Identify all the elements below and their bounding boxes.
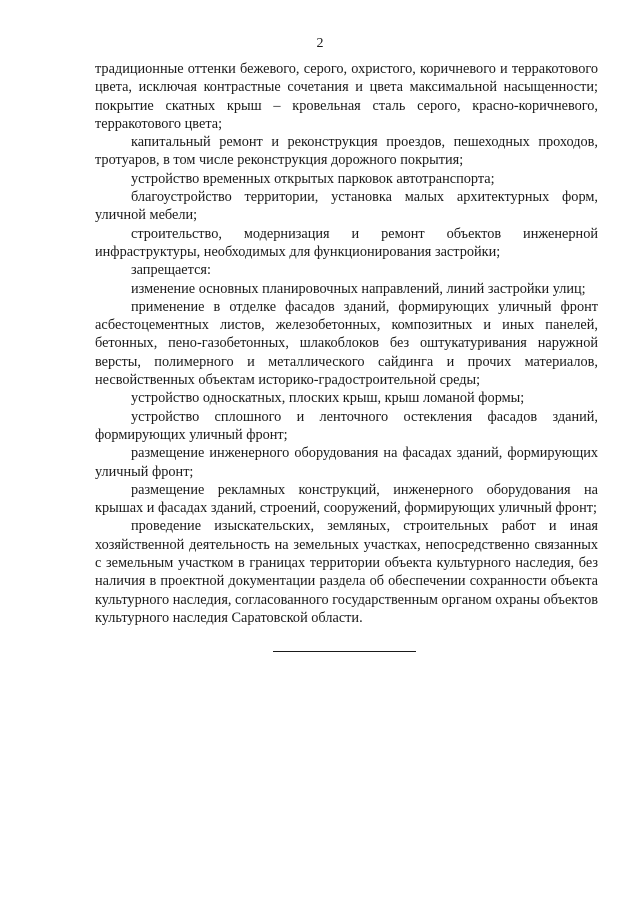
- paragraph-facade-materials: применение в отделке фасадов зданий, формирующих уличный фронт асбестоцементных листов, железобетонных, композитных и иных панелей, бетонных, пено-газобетонных, шлакоблоков без оштукатуривания наружной версты, полимерного и металлического сайдинга и прочих материалов, несвойственных объектам историко-градостроительной среды;: [95, 298, 598, 389]
- paragraph-street-lines: изменение основных планировочных направлений, линий застройки улиц;: [131, 280, 586, 297]
- end-divider-line: [273, 651, 416, 652]
- document-body: [95, 60, 598, 627]
- paragraph-glazing: устройство сплошного и ленточного остекления фасадов зданий, формирующих уличный фронт;: [95, 408, 598, 443]
- paragraph-prohibited-heading: запрещается:: [131, 262, 211, 279]
- paragraph-road-repair: капитальный ремонт и реконструкция проездов, пешеходных проходов, тротуаров, в том числе реконструкция дорожного покрытия;: [95, 134, 598, 169]
- page-number: 2: [316, 36, 324, 51]
- paragraph-infrastructure: строительство, модернизация и ремонт объектов инженерной инфраструктуры, необходимых для функционирования застройки;: [95, 225, 598, 260]
- paragraph-landscaping: благоустройство территории, установка малых архитектурных форм, уличной мебели;: [95, 189, 598, 224]
- paragraph-equipment-facades: размещение инженерного оборудования на фасадах зданий, формирующих уличный фронт;: [95, 445, 598, 480]
- paragraph-facade-colors: традиционные оттенки бежевого, серого, охристого, коричневого и терракотового цвета, исключая контрастные сочетания и цвета максимальной насыщенности; покрытие скатных крыш – кровельная сталь серого, красно-коричневого, терракотового цвета;: [95, 61, 598, 132]
- paragraph-advertising: размещение рекламных конструкций, инженерного оборудования на крышах и фасадах зданий, строений, сооружений, формирующих уличный фронт;: [95, 481, 598, 517]
- paragraph-roof-forms: устройство односкатных, плоских крыш, крыш ломаной формы;: [131, 390, 525, 407]
- paragraph-parking: устройство временных открытых парковок автотранспорта;: [131, 170, 495, 187]
- paragraph-earthworks: проведение изыскательских, земляных, строительных работ и иная хозяйственной деятельность на земельных участках, непосредственно связанных с земельным участком в границах территории объекта культурного наследия, без наличия в проектной документации раздела об обеспечении сохранности объекта культурного наследия, согласованного государственным органом охраны объектов культурного наследия Саратовской области.: [95, 518, 599, 626]
